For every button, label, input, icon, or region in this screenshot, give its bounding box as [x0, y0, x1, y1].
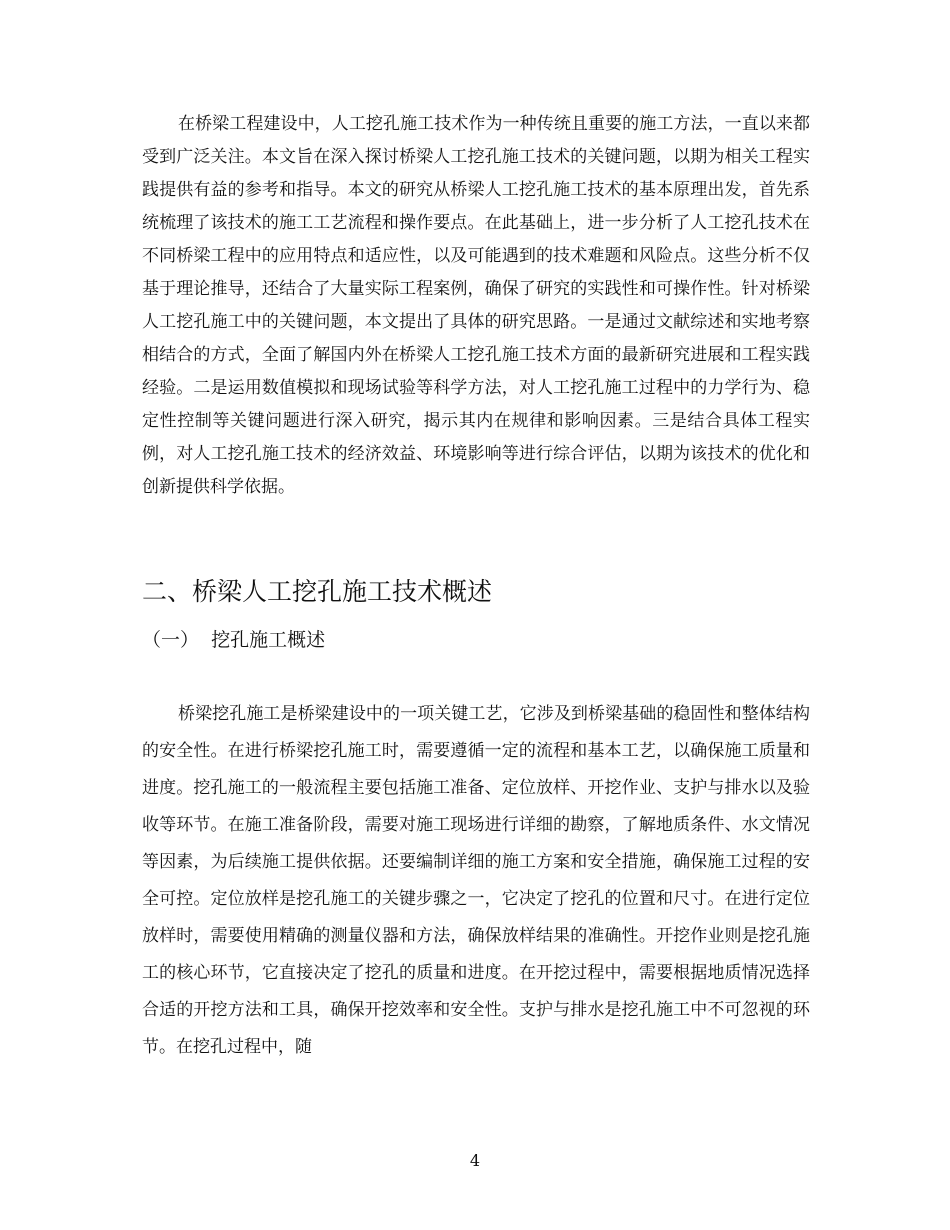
page-number: 4	[469, 1151, 481, 1170]
body-paragraph: 桥梁挖孔施工是桥梁建设中的一项关键工艺，它涉及到桥梁基础的稳固性和整体结构的安全性。在进行桥梁挖孔施工时，需要遵循一定的流程和基本工艺，以确保施工质量和进度。挖孔施工的一般流程主要包括施工准备、定位放样、开挖作业、支护与排水以及验收等环节。在施工准备阶段，需要对施工现场进行详细的勘察，了解地质条件、水文情况等因素，为后续施工提供依据。还要编制详细的施工方案和安全措施，确保施工过程的安全可控。定位放样是挖孔施工的关键步骤之一，它决定了挖孔的位置和尺寸。在进行定位放样时，需要使用精确的测量仪器和方法，确保放样结果的准确性。开挖作业则是挖孔施工的核心环节，它直接决定了挖孔的质量和进度。在开挖过程中，需要根据地质情况选择合适的开挖方法和工具，确保开挖效率和安全性。支护与排水是挖孔施工中不可忽视的环节。在挖孔过程中，随	[142, 704, 810, 1057]
section-heading: 二、桥梁人工挖孔施工技术概述	[142, 577, 493, 606]
intro-paragraph: 在桥梁工程建设中，人工挖孔施工技术作为一种传统且重要的施工方法，一直以来都受到广泛关注。本文旨在深入探讨桥梁人工挖孔施工技术的关键问题，以期为相关工程实践提供有益的参考和指导。本文的研究从桥梁人工挖孔施工技术的基本原理出发，首先系统梳理了该技术的施工工艺流程和操作要点。在此基础上，进一步分析了人工挖孔技术在不同桥梁工程中的应用特点和适应性，以及可能遇到的技术难题和风险点。这些分析不仅基于理论推导，还结合了大量实际工程案例，确保了研究的实践性和可操作性。针对桥梁人工挖孔施工中的关键问题，本文提出了具体的研究思路。一是通过文献综述和实地考察相结合的方式，全面了解国内外在桥梁人工挖孔施工技术方面的最新研究进展和工程实践经验。二是运用数值模拟和现场试验等科学方法，对人工挖孔施工过程中的力学行为、稳定性控制等关键问题进行深入研究，揭示其内在规律和影响因素。三是结合具体工程实例，对人工挖孔施工技术的经济效益、环境影响等进行综合评估，以期为该技术的优化和创新提供科学依据。	[142, 114, 810, 497]
subsection-heading: （一） 挖孔施工概述	[142, 629, 326, 651]
